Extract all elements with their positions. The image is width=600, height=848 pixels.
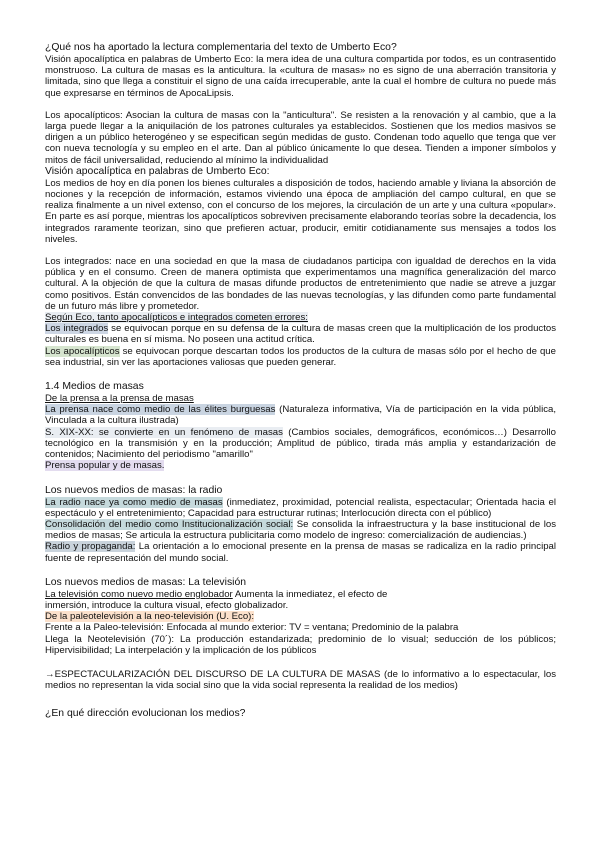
highlight-radio-masas: La radio nace ya como medio de masas (45, 496, 223, 508)
prensa-line-2 (45, 427, 556, 461)
tv-line-1b: inmersión, introduce la cultura visual, efecto globalizador. (45, 599, 289, 611)
error-integrados (45, 323, 556, 345)
radio-line-2-text: Se consolida la infraestructura y la base institucional de los medios de masas; Se articula la estructura publicitaria como modelo de ingreso: comercialización de audiencias.) (45, 518, 556, 542)
tv-line-3: Frente a la Paleo-televisión: Enfocada al mundo exterior: TV = ventana; Predominio de la palabra (45, 622, 459, 634)
paragraph-medios-hoy: Los medios de hoy en día ponen los bienes culturales a disposición de todos, haciendo amable y liviana la absorción de nociones y la recepción de información, estamos viviendo una época de ampliación del campo cultural, en que se realiza finalmente a un nivel extenso, con el concurso de los mejores, la circulación de un arte y una cultura «popular». En parte es así porque, mientras los apocalípticos sobreviven precisamente elaborando teorías sobre la decadencia, los integrados raramente teorizan, sino que prefieren actuar, producir, emitir cotidianamente sus mensajes a todos los niveles. (45, 177, 556, 245)
errors-heading (45, 312, 556, 323)
error-apocalipticos-text: se equivocan porque descartan todos los productos de la cultura de masas sólo por el hecho de que sea industrial, sin ver las aportaciones valiosas que pueden generar. (45, 345, 556, 368)
tv-section-title: Los nuevos medios de masas: La televisión (45, 576, 246, 588)
highlight-apocalipticos: Los apocalípticos (45, 345, 120, 357)
tv-line-4: Llega la Neotelevisión (70´): La producción estandarizada; predominio de lo visual; seducción de los públicos; Hipervisibilidad; La interpelación y la implicación de los públicos (45, 633, 556, 656)
error-apocalipticos (45, 346, 556, 368)
paragraph-vision-apocaliptica: Visión apocalíptica en palabras de Umberto Eco: la mera idea de una cultura compartida por todos, es un contrasentido monstruoso. La cultura de masas es la anticultura. la «cultura de masas» no es signo de una aberración transitoria y limitada, sino que llega a constituir el signo de una caída irrecuperable, ante la cual el hombre de cultura no puede más que expresarse en términos de ApocaLipsis. (45, 54, 556, 99)
highlight-paleo-neo: De la paleotelevisión a la neo-televisión (U. Eco): (45, 611, 255, 623)
question-heading: ¿Qué nos ha aportado la lectura complementaria del texto de Umberto Eco? (45, 42, 397, 53)
highlight-consolidacion: Consolidación del medio como Institucionalización social: (45, 518, 294, 530)
highlight-integrados: Los integrados (45, 323, 109, 335)
radio-line-3 (45, 541, 556, 563)
section-1-4-subtitle (45, 393, 556, 404)
prensa-line-1-text: (Naturaleza informativa, Vía de participación en la vida pública, Vinculada a la cultura ilustrada) (45, 404, 556, 427)
radio-line-1 (45, 497, 556, 519)
tv-englobador: La televisión como nuevo medio englobador (45, 588, 233, 600)
tv-line-1 (45, 589, 556, 600)
highlight-prensa-popular: Prensa popular y de masas. (45, 460, 165, 472)
errors-heading-text: Según Eco, tanto apocalípticos e integrados cometen errores: (45, 312, 308, 324)
paragraph-integrados: Los integrados: nace en una sociedad en que la masa de ciudadanos participa con igualdad de derechos en la vida pública y en el consumo. Creen de manera optimista que experimentamos una magnífica generalización del marco cultural. A la objeción de que la cultura de masas difunde productos de entretenimiento que nadie se atreve a juzgar como positivos. Están convencidos de las bondades de las nuevas tecnologías, y las difunden como parte fundamental de un futuro más libre y prometedor. (45, 256, 556, 312)
paragraph-apocalipticos: Los apocalípticos: Asocian la cultura de masas con la "anticultura". Se resisten a la renovación y al cambio, que a la larga puede llegar a la aniquilación de los patrones culturales ya establecidos. Sostienen que los medios masivos se dirigen a un público heterogéneo y se especifican según medidas de gusto. Condenan todo aquello que tenga que ver con nueva tecnología y su empleo en el arte. Dan al público únicamente lo que desea. Tienden a imponer símbolos y mitos de fácil universalidad, reduciendo al mínimo la individualidad (45, 109, 556, 166)
radio-section-title: Los nuevos medios de masas: la radio (45, 484, 223, 496)
radio-line-3-text: La orientación a lo emocional presente en la prensa de masas se radicaliza en la radio principal fuente de representación del mundo social. (45, 541, 556, 564)
error-integrados-text: se equivocan porque en su defensa de la cultura de masas creen que la multiplicación de los productos culturales es buena en sí misma. No poseen una actitud crítica. (45, 323, 557, 346)
tv-line-1-text: Aumenta la inmediatez, el efecto de (232, 588, 388, 600)
highlight-radio-propaganda: Radio y propaganda: (45, 541, 136, 553)
highlight-siglo-xix-xx: S. XIX-XX: se convierte en un fenómeno de masas (45, 426, 283, 438)
section-1-4-subtitle-text: De la prensa a la prensa de masas (45, 393, 194, 405)
subheading-vision-apocaliptica: Visión apocalíptica en palabras de Umberto Eco: (45, 165, 270, 177)
prensa-line-3 (45, 460, 556, 471)
prensa-line-2-text: (Cambios sociales, demográficos, económicos…) Desarrollo tecnológico en la transmisión y en la producción; Amplitud de público, tirada más amplia y estandarización de contenidos; Nacimiento del periodismo "amarillo" (45, 426, 556, 461)
section-1-4-title: 1.4 Medios de masas (45, 381, 144, 393)
highlight-prensa-elites: La prensa nace como medio de las élites burguesas (45, 404, 276, 416)
prensa-line-1 (45, 404, 556, 426)
final-question: ¿En qué dirección evolucionan los medios? (45, 708, 246, 720)
espectacularizacion-paragraph: →ESPECTACULARIZACIÓN DEL DISCURSO DE LA CULTURA DE MASAS (de lo informativo a lo espectacular, los medios no representan la vida social sino que la vida social representa la realidad de los medios) (45, 668, 556, 692)
radio-line-2 (45, 519, 556, 541)
tv-line-2 (45, 611, 556, 622)
radio-line-1-text: (inmediatez, proximidad, potencial realista, espectacular; Orientada hacia el espectáculo y el entretenimiento; Capacidad para estructurar rutinas; Interlocución directa con el público) (45, 496, 556, 519)
